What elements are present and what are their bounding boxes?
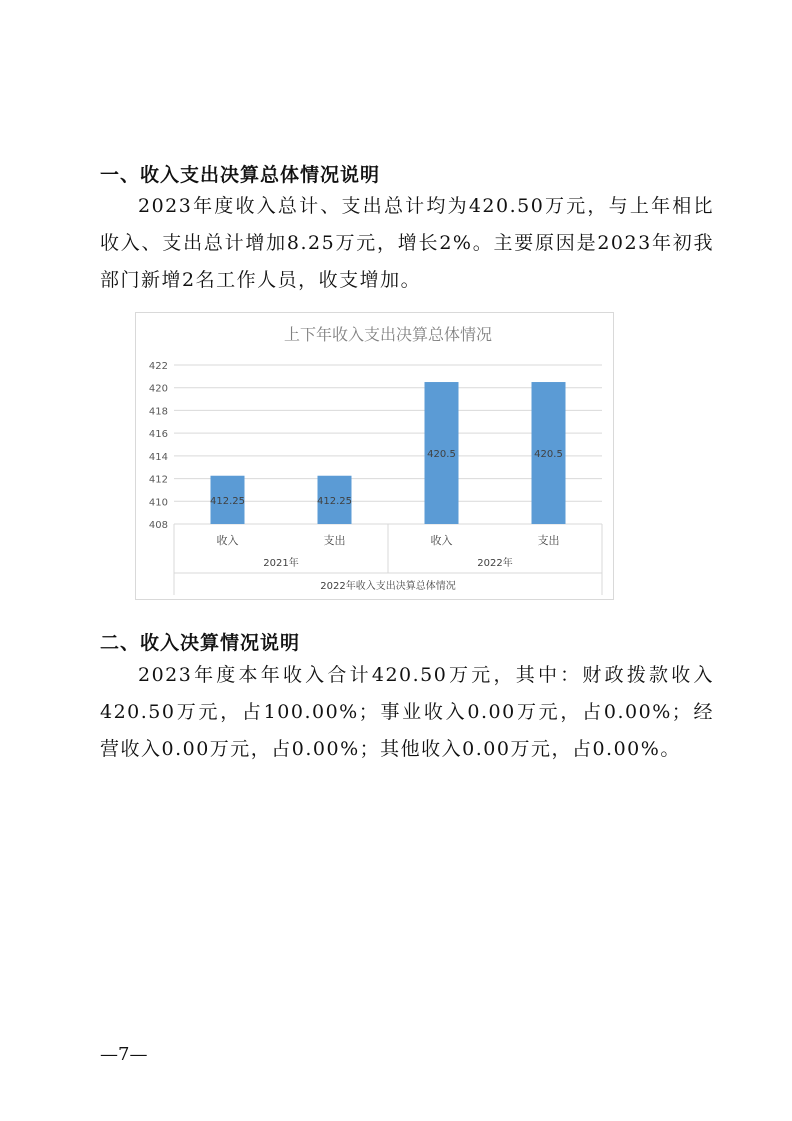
y-tick-label: 412: [148, 474, 168, 486]
summary-chart: [135, 312, 614, 600]
y-tick-label: 414: [148, 451, 168, 463]
bar-data-label: 412.25: [317, 495, 352, 507]
chart-title: 上下年收入支出决算总体情况: [283, 325, 493, 344]
x-group-label: 2021年: [263, 558, 299, 569]
x-tick-label: 支出: [537, 534, 560, 547]
section2-paragraph: [100, 657, 714, 768]
y-tick-label: 422: [148, 361, 168, 372]
y-tick-label: 416: [148, 429, 168, 441]
bar-data-label: 420.5: [534, 449, 563, 461]
section2-heading: 二、收入决算情况说明: [100, 632, 301, 654]
x-tick-label: 收入: [430, 534, 453, 547]
y-tick-label: 410: [148, 497, 168, 509]
x-tick-label: 收入: [216, 534, 239, 547]
x-group-label: 2022年: [477, 558, 513, 569]
bar-data-label: 420.5: [427, 449, 456, 461]
bar-data-label: 412.25: [210, 495, 245, 507]
section1-paragraph-text: 2023年度收入总计、支出总计均为420.50万元，与上年相比收入、支出总计增加8.25万元，增长2%。主要原因是2023年初我部门新增2名工作人员，收支增加。: [100, 195, 714, 291]
y-tick-label: 420: [148, 383, 168, 395]
section1-paragraph: [100, 188, 714, 299]
y-tick-label: 418: [148, 406, 168, 418]
x-outer-label: 2022年收入支出决算总体情况: [320, 581, 456, 592]
y-tick-label: 408: [148, 520, 168, 531]
bar-chart-svg: [136, 313, 615, 601]
x-tick-label: 支出: [323, 534, 346, 547]
section1-heading: 一、收入支出决算总体情况说明: [100, 164, 381, 186]
section2-paragraph-text: 2023年度本年收入合计420.50万元，其中：财政拨款收入420.50万元，占100.00%；事业收入0.00万元，占0.00%；经营收入0.00万元，占0.00%；其他收入0.00万元，占0.00%。: [100, 664, 714, 760]
page-number: —7—: [100, 1044, 148, 1065]
